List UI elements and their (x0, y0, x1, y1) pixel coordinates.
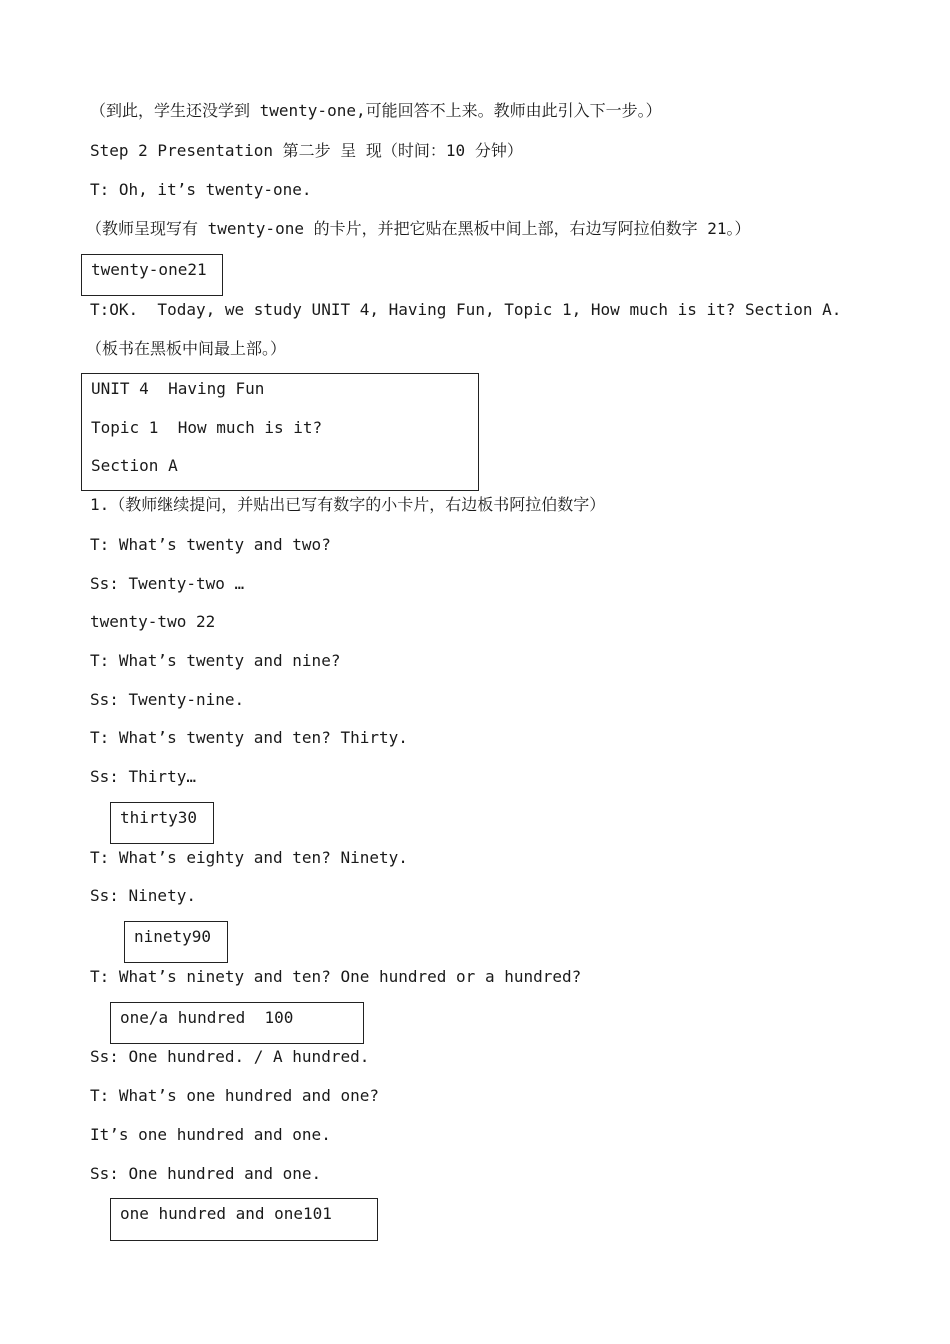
text-line: T: What’s ninety and ten? One hundred or a hundred? (90, 967, 582, 986)
text-line: T: What’s twenty and ten? Thirty. (90, 728, 408, 747)
text-line: It’s one hundred and one. (90, 1125, 331, 1144)
card-text: one/a hundred 100 (120, 1008, 294, 1027)
text-line: T: What’s eighty and ten? Ninety. (90, 848, 408, 867)
section-title: Section A (91, 456, 178, 475)
text-line: T: What’s twenty and nine? (90, 651, 341, 670)
unit-title: UNIT 4 Having Fun (91, 379, 265, 398)
text-line: （到此，学生还没学到 twenty-one,可能回答不上来。教师由此引入下一步。） (90, 101, 662, 120)
text-line: T:OK. Today, we study UNIT 4, Having Fun, Topic 1, How much is it? Section A. (90, 300, 842, 319)
text-line: 1.（教师继续提问，并贴出已写有数字的小卡片，右边板书阿拉伯数字） (90, 495, 606, 514)
text-line: Ss: Twenty-nine. (90, 690, 245, 709)
card-thirty (110, 802, 214, 844)
text-line: T: What’s twenty and two? (90, 535, 331, 554)
card-text: twenty-one21 (91, 260, 207, 279)
text-line: twenty-two 22 (90, 612, 216, 631)
card-text: one hundred and one101 (120, 1204, 332, 1223)
card-twenty-one (81, 254, 223, 296)
text-line: Ss: Twenty-two … (90, 574, 245, 593)
text-line: Ss: Thirty… (90, 767, 196, 786)
topic-title: Topic 1 How much is it? (91, 418, 323, 437)
text-line: Ss: One hundred and one. (90, 1164, 322, 1183)
text-line: T: Oh, it’s twenty-one. (90, 180, 312, 199)
card-text: thirty30 (120, 808, 198, 827)
text-line: T: What’s one hundred and one? (90, 1086, 379, 1105)
card-one-hundred-one (110, 1198, 378, 1241)
text-line: （教师呈现写有 twenty-one 的卡片，并把它贴在黑板中间上部，右边写阿拉伯数字 21。） (86, 219, 751, 238)
card-ninety (124, 921, 228, 963)
board-title-box (81, 373, 479, 491)
card-one-hundred (110, 1002, 364, 1044)
text-line: Ss: Ninety. (90, 886, 196, 905)
step-heading: Step 2 Presentation 第二步 呈 现（时间：10 分钟） (90, 141, 523, 160)
card-text: ninety90 (134, 927, 212, 946)
text-line: （板书在黑板中间最上部。） (86, 339, 287, 358)
text-line: Ss: One hundred. / A hundred. (90, 1047, 370, 1066)
